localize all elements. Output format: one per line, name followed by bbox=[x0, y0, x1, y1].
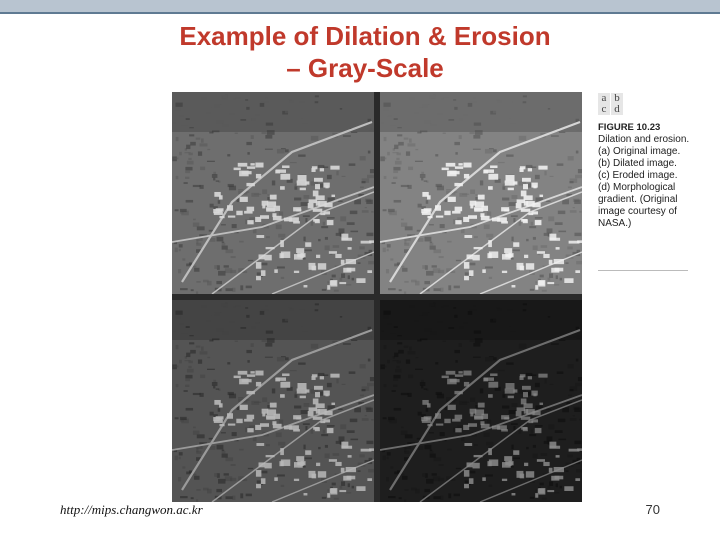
panel-key-b: b bbox=[611, 93, 623, 104]
figure-caption-label: FIGURE 10.23 bbox=[598, 122, 661, 133]
panel-b-dilated-image bbox=[380, 92, 582, 294]
b-dilated-image-drawing bbox=[380, 92, 582, 294]
figure-caption-text: Dilation and erosion. (a) Original image. (b) Dilated image. (c) Eroded image. (d) Morphological gradient. (Original image courtesy of NASA.) bbox=[598, 134, 690, 229]
figure-caption bbox=[598, 122, 690, 230]
footer-url-link[interactable]: http://mips.changwon.ac.kr bbox=[60, 502, 203, 517]
panel-layout-key bbox=[598, 93, 628, 115]
caption-divider bbox=[598, 270, 688, 271]
panel-key-c: c bbox=[598, 104, 610, 115]
d-gradient-image-drawing bbox=[380, 300, 582, 502]
a-original-image-drawing bbox=[172, 92, 374, 294]
panel-key-a: a bbox=[598, 93, 610, 104]
page-number: 70 bbox=[645, 502, 660, 517]
slide-title-line2: – Gray-Scale bbox=[286, 53, 444, 83]
slide-title bbox=[120, 20, 610, 84]
panel-layout-row-2 bbox=[598, 104, 628, 115]
panel-a-original-image bbox=[172, 92, 374, 294]
panel-c-eroded-image bbox=[172, 300, 374, 502]
slide-title-line1: Example of Dilation & Erosion bbox=[179, 21, 551, 51]
panel-d-gradient-image bbox=[380, 300, 582, 502]
panel-key-d: d bbox=[611, 104, 623, 115]
figure-image-grid bbox=[172, 92, 582, 502]
slide-top-bar bbox=[0, 0, 720, 14]
c-eroded-image-drawing bbox=[172, 300, 374, 502]
